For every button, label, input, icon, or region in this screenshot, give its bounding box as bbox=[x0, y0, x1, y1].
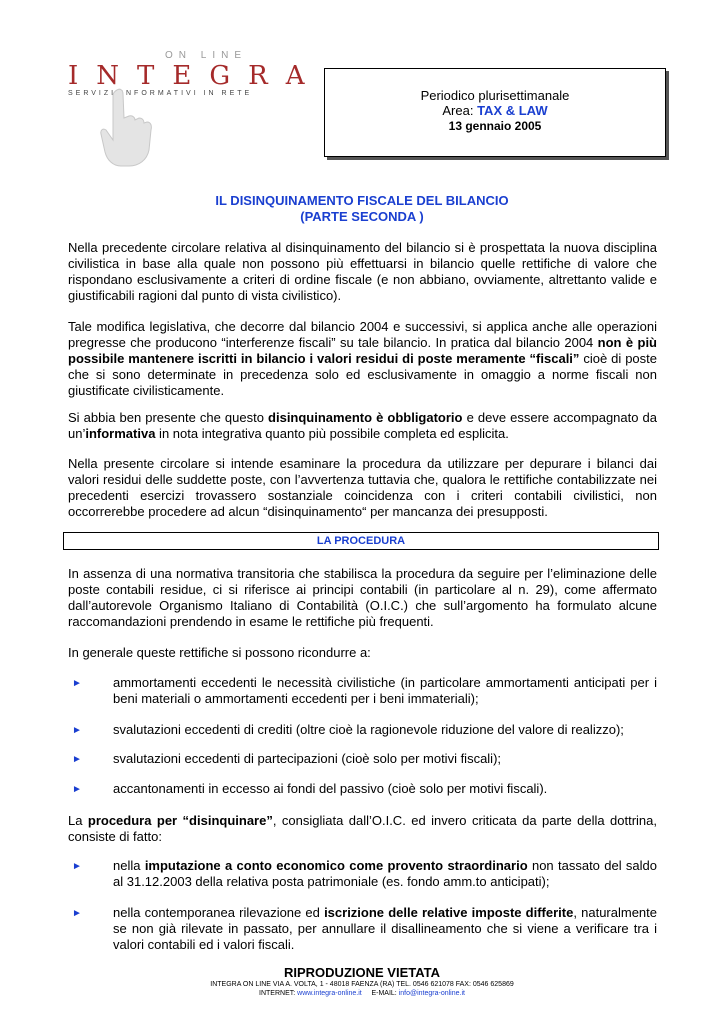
list-item-c: , naturalmente se non già rilevate in passato, per annullare il disallineamento che si viene a verificare tra i valori contabili ed i valori fiscali. bbox=[113, 905, 657, 952]
paragraph-2 bbox=[68, 319, 657, 399]
footer-internet-label: INTERNET: bbox=[259, 990, 296, 997]
list-item-c: non tassato del saldo al 31.12.2003 della relativa posta patrimoniale (es. fondo amm.to anticipati); bbox=[113, 858, 658, 889]
footer-address: INTEGRA ON LINE VIA A. VOLTA, 1 - 48018 FAENZA (RA) TEL. 0546 621078 FAX: 0546 625869 bbox=[210, 981, 514, 988]
list-item bbox=[113, 905, 657, 953]
bullet-arrow-icon: ► bbox=[72, 725, 82, 736]
header-box bbox=[324, 68, 666, 157]
area-line bbox=[325, 103, 665, 118]
paragraph-7-c: , consigliata dall’O.I.C. ed invero criticata da parte della dottrina, consiste di fatto: bbox=[68, 813, 657, 844]
paragraph-7-bold: procedura per “disinquinare” bbox=[87, 813, 273, 828]
bullet-arrow-icon: ► bbox=[72, 861, 82, 872]
document-title-line2: (PARTE SECONDA ) bbox=[300, 209, 424, 224]
bullet-arrow-icon: ► bbox=[72, 678, 82, 689]
logo-tagline: SERVIZI INFORMATIVI IN RETE bbox=[68, 90, 253, 97]
list-item: svalutazioni eccedenti di crediti (oltre cioè la ragionevole riduzione del valore di realizzo); bbox=[113, 722, 624, 737]
list-item-bold: imputazione a conto economico come provento straordinario bbox=[144, 858, 528, 873]
hand-pointer-icon bbox=[95, 88, 155, 168]
paragraph-3-bold-2: informativa bbox=[85, 426, 156, 441]
publication-date: 13 gennaio 2005 bbox=[448, 119, 542, 133]
bullet-arrow-icon: ► bbox=[72, 784, 82, 795]
list-item-bold: iscrizione delle relative imposte differite bbox=[324, 905, 574, 920]
paragraph-4 bbox=[68, 456, 657, 520]
list-item: accantonamenti in eccesso ai fondi del passivo (cioè solo per motivi fiscali). bbox=[113, 781, 548, 796]
paragraph-5 bbox=[68, 566, 657, 630]
list-item-a: nella contemporanea rilevazione ed bbox=[113, 905, 325, 920]
bullet-arrow-icon: ► bbox=[72, 908, 82, 919]
document-title-line1: IL DISINQUINAMENTO FISCALE DEL BILANCIO bbox=[215, 193, 509, 208]
footer-title: RIPRODUZIONE VIETATA bbox=[284, 965, 440, 980]
paragraph-3-bold-1: disinquinamento è obbligatorio bbox=[268, 410, 463, 425]
paragraph-3-e: in nota integrativa quanto più possibile completa ed esplicita. bbox=[155, 426, 509, 441]
paragraph-2-a: Tale modifica legislativa, che decorre dal bilancio 2004 e successivi, si applica anche alle operazioni pregresse che producono “interferenze fiscali” su tale bilancio. In pratica dal bilancio 2004 bbox=[68, 319, 657, 350]
logo-online-text: ON LINE bbox=[165, 50, 248, 61]
footer-email-link[interactable]: info@integra-online.it bbox=[398, 990, 465, 997]
paragraph-1-text: Nella precedente circolare relativa al disinquinamento del bilancio si è prospettata la nuova disciplina civilistica in base alla quale non possono più effettuarsi in bilancio quelle rettifiche di valore che rispondano esclusivamente a criteri di ordine fiscale (e non abbiano, ovviamente, altrettanto valide e giustificabili ragioni dal punto di vista civilistico). bbox=[68, 240, 657, 303]
list-item: svalutazioni eccedenti di partecipazioni (cioè solo per motivi fiscali); bbox=[113, 751, 502, 766]
logo-brand: INTEGRA bbox=[68, 61, 323, 91]
footer-website-link[interactable]: www.integra-online.it bbox=[297, 990, 362, 997]
footer-email-label: E-MAIL: bbox=[371, 990, 397, 997]
list-item bbox=[113, 858, 657, 890]
paragraph-3 bbox=[68, 410, 657, 442]
list-item: ammortamenti eccedenti le necessità civilistiche (in particolare ammortamenti anticipati per i beni materiali o ammortamenti eccedenti per i beni immateriali); bbox=[113, 675, 657, 706]
bullet-arrow-icon: ► bbox=[72, 754, 82, 765]
paragraph-6 bbox=[68, 645, 657, 661]
area-label: Area: bbox=[442, 103, 474, 118]
section-heading-procedura: LA PROCEDURA bbox=[63, 532, 659, 550]
paragraph-7 bbox=[68, 813, 657, 845]
paragraph-1 bbox=[68, 240, 657, 304]
paragraph-2-c: cioè di poste che si sono determinate in precedenza solo ed esclusivamente in omaggio a norme fiscali non giustificate civilisticamente. bbox=[68, 351, 657, 398]
paragraph-7-a: La bbox=[68, 813, 88, 828]
area-value: TAX & LAW bbox=[477, 103, 548, 118]
paragraph-5-text: In assenza di una normativa transitoria che stabilisca la procedura da seguire per l’eliminazione delle poste contabili residue, ci si riferisce ai principi contabili (in particolare al n. 29), come affermato dall’autorevole Organismo Italiano di Contabilità (O.I.C.) che sull’argomento ha formulato alcune raccomandazioni prendendo in esame le rettifiche più frequenti. bbox=[68, 566, 657, 629]
footer-contacts bbox=[68, 990, 656, 997]
list-item-a: nella bbox=[113, 858, 145, 873]
paragraph-2-bold: non è più possibile mantenere iscritti in bilancio i valori residui di poste meramente “fiscali” bbox=[68, 335, 657, 366]
paragraph-6-text: In generale queste rettifiche si possono ricondurre a: bbox=[68, 645, 371, 660]
paragraph-4-text: Nella presente circolare si intende esaminare la procedura da utilizzare per depurare i bilanci dai valori residui delle suddette poste, con l’avvertenza tuttavia che, qualora le rettifiche contabilizzate nei precedenti esercizi trovassero sostanziale coincidenza con i criteri contabili civilistici, non occorrerebbe procedere ad alcun “disinquinamento“ per mancanza dei presupposti. bbox=[68, 456, 657, 519]
paragraph-3-c: e deve essere accompagnato da un’ bbox=[68, 410, 657, 441]
paragraph-3-a: Si abbia ben presente che questo bbox=[68, 410, 269, 425]
publication-type: Periodico plurisettimanale bbox=[420, 88, 570, 103]
